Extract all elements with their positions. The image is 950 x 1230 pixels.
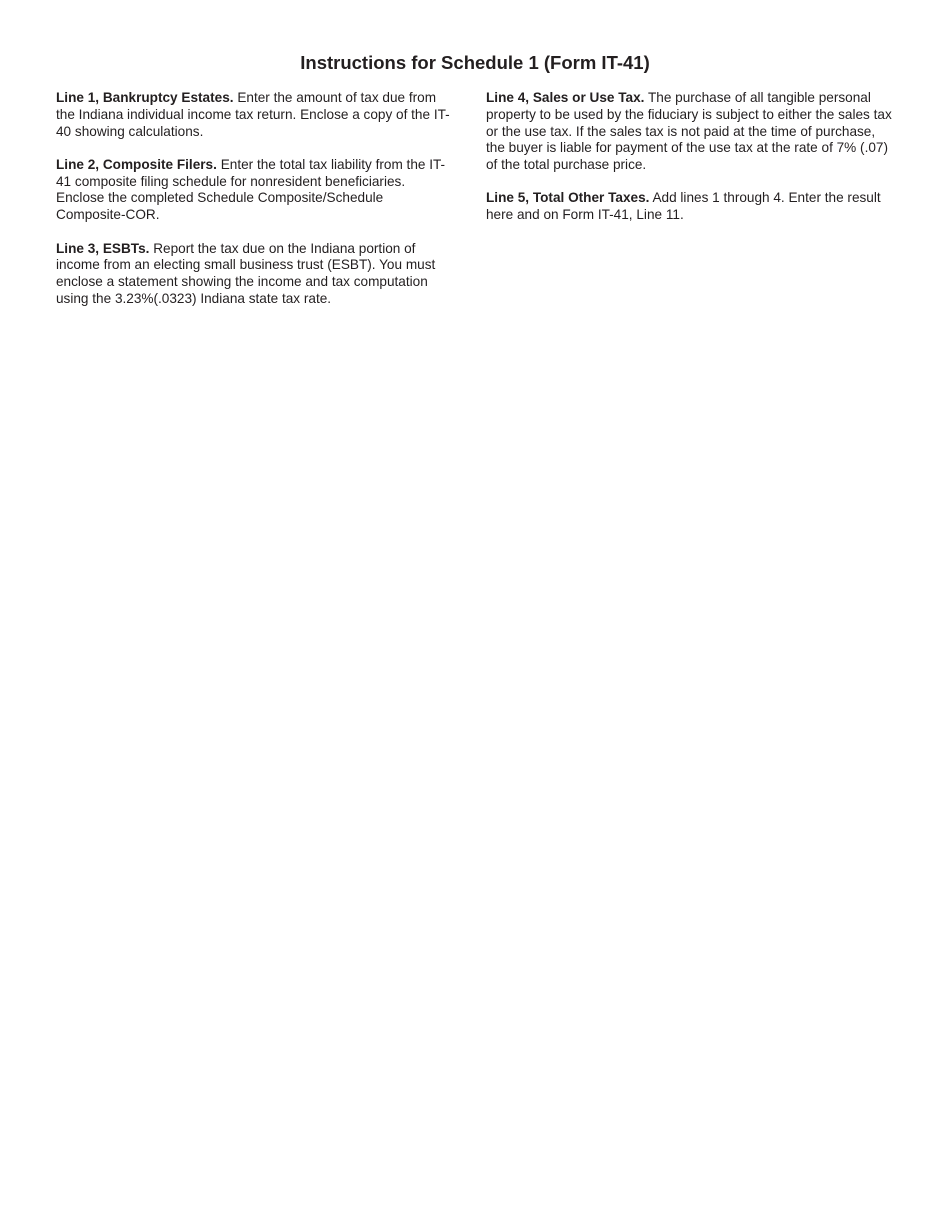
line-4-instruction [486, 90, 896, 174]
line-3-instruction [56, 241, 456, 308]
line-2-instruction [56, 157, 456, 224]
line-5-heading: Line 5, Total Other Taxes. [486, 190, 650, 206]
line-1-instruction [56, 90, 456, 140]
line-3-text: Report the tax due on the Indiana portion of income from an electing small business trust (ESBT). You must enclose a statement showing the income and tax computation using the 3.23%(.0323) Indiana state tax rate. [56, 240, 436, 306]
line-4-heading: Line 4, Sales or Use Tax. [486, 90, 645, 105]
line-1-text: Enter the amount of tax due from the Indiana individual income tax return. Enclose a copy of the IT-40 showing calculations. [56, 90, 450, 139]
line-3-heading: Line 3, ESBTs. [56, 240, 150, 256]
page-title: Instructions for Schedule 1 (Form IT-41) [300, 52, 650, 73]
line-5-text: Add lines 1 through 4. Enter the result here and on Form IT-41, Line 11. [486, 190, 881, 223]
line-5-instruction [486, 190, 896, 224]
line-4-text: The purchase of all tangible personal property to be used by the fiduciary is subject to either the sales tax or the use tax. If the sales tax is not paid at the time of purchase, the buyer is liable for payment of the use tax at the rate of 7% (.07) of the total purchase price. [486, 90, 892, 173]
left-column [56, 90, 456, 324]
line-2-text: Enter the total tax liability from the IT-41 composite filing schedule for nonresident beneficiaries. Enclose the completed Schedule Composite/Schedule Composite-COR. [56, 156, 446, 223]
right-column [486, 90, 896, 241]
line-2-heading: Line 2, Composite Filers. [56, 156, 217, 172]
line-1-heading: Line 1, Bankruptcy Estates. [56, 90, 234, 105]
